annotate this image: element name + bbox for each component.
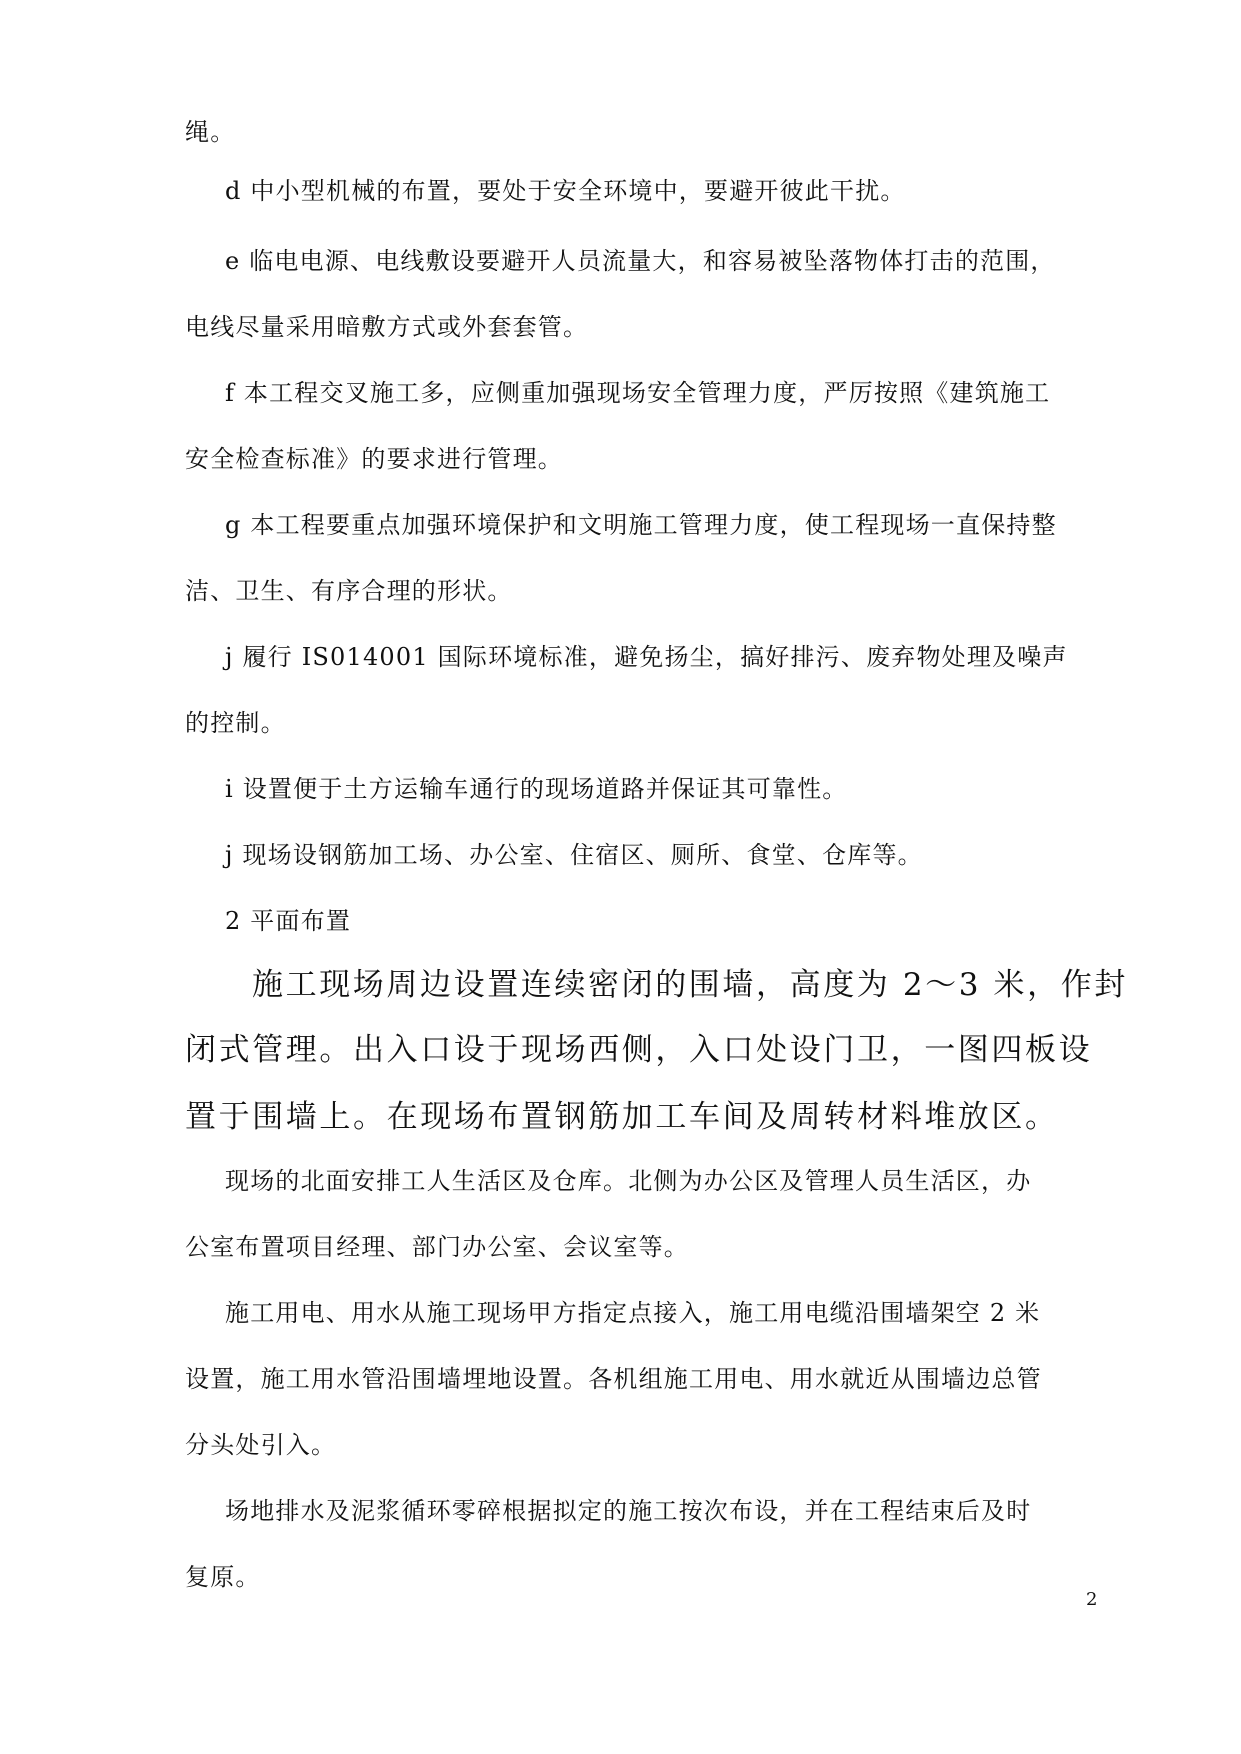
text-line: f 本工程交叉施工多，应侧重加强现场安全管理力度，严厉按照《建筑施工 (225, 379, 1051, 407)
text-line: g 本工程要重点加强环境保护和文明施工管理力度，使工程现场一直保持整 (225, 511, 1057, 539)
page-number: 2 (1086, 1589, 1098, 1610)
text-line: 复原。 (185, 1563, 261, 1591)
text-line-large: 置于围墙上。在现场布置钢筋加工车间及周转材料堆放区。 (185, 1099, 1059, 1135)
text-line: 现场的北面安排工人生活区及仓库。北侧为办公区及管理人员生活区，办 (225, 1167, 1032, 1195)
text-line: 的控制。 (185, 709, 286, 737)
text-line: j 履行 IS014001 国际环境标准，避免扬尘，搞好排污、废弃物处理及噪声 (225, 643, 1068, 671)
text-line: 洁、卫生、有序合理的形状。 (185, 577, 513, 605)
text-line: e 临电电源、电线敷设要避开人员流量大，和容易被坠落物体打击的范围， (225, 247, 1056, 275)
text-line: i 设置便于土方运输车通行的现场道路并保证其可靠性。 (225, 775, 848, 803)
text-line: j 现场设钢筋加工场、办公室、住宿区、厕所、食堂、仓库等。 (225, 841, 923, 869)
text-line: 安全检查标准》的要求进行管理。 (185, 445, 563, 473)
text-line-large: 闭式管理。出入口设于现场西侧，入口处设门卫，一图四板设 (185, 1032, 1093, 1068)
text-line: 场地排水及泥浆循环零碎根据拟定的施工按次布设，并在工程结束后及时 (225, 1497, 1032, 1525)
text-line: d 中小型机械的布置，要处于安全环境中，要避开彼此干扰。 (225, 177, 906, 205)
text-line-large: 施工现场周边设置连续密闭的围墙，高度为 2～3 米，作封 (252, 967, 1128, 1003)
text-line: 绳。 (185, 118, 236, 146)
text-line: 分头处引入。 (185, 1431, 337, 1459)
section-heading: 2 平面布置 (225, 907, 352, 935)
text-line: 设置，施工用水管沿围墙埋地设置。各机组施工用电、用水就近从围墙边总管 (185, 1365, 1042, 1393)
text-line: 公室布置项目经理、部门办公室、会议室等。 (185, 1233, 689, 1261)
text-line: 电线尽量采用暗敷方式或外套套管。 (185, 313, 589, 341)
text-line: 施工用电、用水从施工现场甲方指定点接入，施工用电缆沿围墙架空 2 米 (225, 1299, 1041, 1327)
